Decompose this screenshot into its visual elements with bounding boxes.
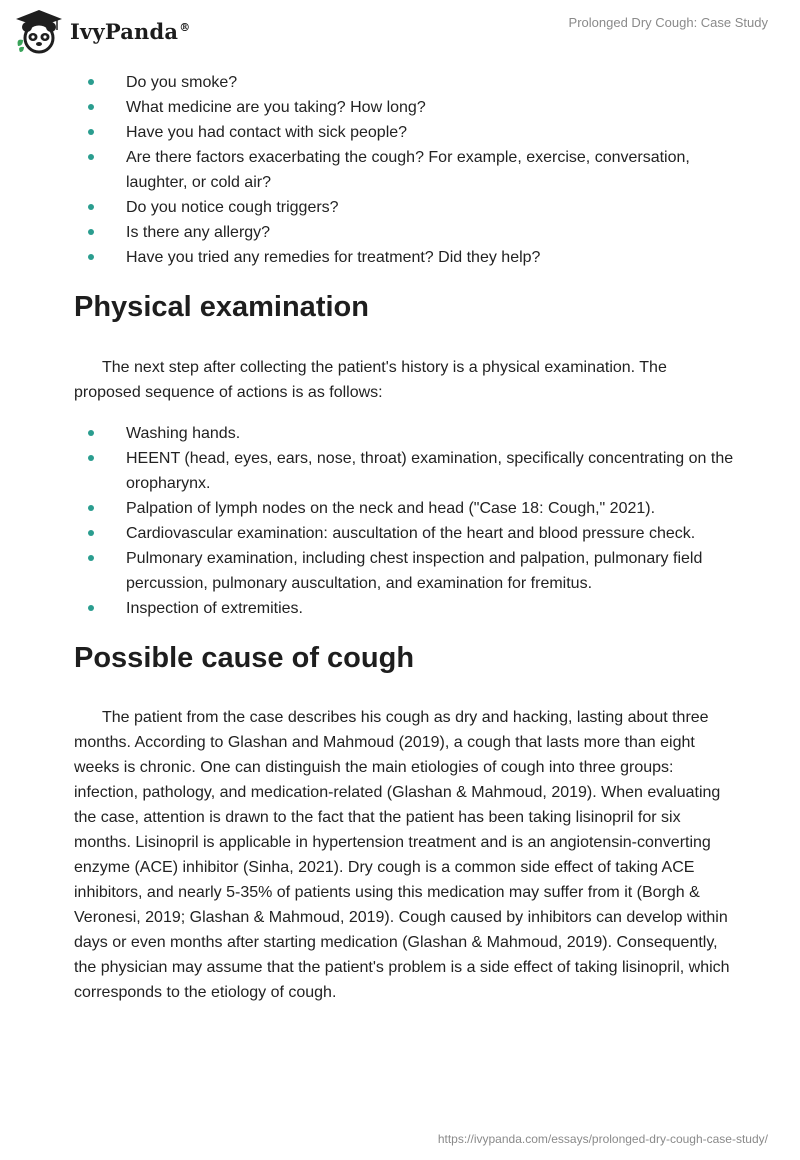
physical-exam-intro: The next step after collecting the patient's history is a physical examination. The proposed sequence of actions is as follows: bbox=[74, 359, 667, 401]
list-item: Pulmonary examination, including chest inspection and palpation, pulmonary field percussion, pulmonary auscultation, and examination for fremitus. bbox=[74, 546, 734, 596]
bullet-icon bbox=[88, 254, 94, 260]
brand-logo[interactable] bbox=[14, 8, 190, 54]
physical-exam-steps-list bbox=[74, 421, 734, 621]
list-item: Are there factors exacerbating the cough? For example, exercise, conversation, laughter, or cold air? bbox=[74, 145, 734, 195]
bullet-icon bbox=[88, 555, 94, 561]
bullet-icon bbox=[88, 605, 94, 611]
list-item: Cardiovascular examination: auscultation of the heart and blood pressure check. bbox=[74, 521, 734, 546]
page-header bbox=[0, 0, 800, 62]
bullet-icon bbox=[88, 79, 94, 85]
list-item: Have you tried any remedies for treatment? Did they help? bbox=[74, 245, 734, 270]
section-heading-possible-cause: Possible cause of cough bbox=[74, 642, 415, 674]
source-url-link[interactable]: https://ivypanda.com/essays/prolonged-dry-cough-case-study/ bbox=[437, 1132, 768, 1146]
list-item: Do you notice cough triggers? bbox=[74, 195, 734, 220]
document-title: Prolonged Dry Cough: Case Study bbox=[568, 15, 768, 30]
section-heading-physical-examination: Physical examination bbox=[74, 291, 369, 323]
brand-name: IvyPanda® bbox=[70, 18, 191, 44]
bullet-icon bbox=[88, 129, 94, 135]
list-item: Palpation of lymph nodes on the neck and head ("Case 18: Cough," 2021). bbox=[74, 496, 734, 521]
bullet-icon bbox=[88, 154, 94, 160]
history-questions-list bbox=[74, 70, 734, 270]
essay-content bbox=[74, 70, 734, 1005]
bullet-icon bbox=[88, 104, 94, 110]
possible-cause-body: The patient from the case describes his cough as dry and hacking, lasting about three months. According to Glashan and Mahmoud (2019), a cough that lasts more than eight weeks is chronic. One can distinguish the main etiologies of cough into three groups: infection, pathology, and medication-related (Glashan & Mahmoud, 2019). When evaluating the case, attention is drawn to the fact that the patient has been taking lisinopril for six months. Lisinopril is applicable in hypertension treatment and is an angiotensin-converting enzyme (ACE) inhibitor (Sinha, 2021). Dry cough is a common side effect of taking ACE inhibitors, and nearly 5-35% of patients using this medication may suffer from it (Borgh & Veronesi, 2019; Glashan & Mahmoud, 2019). Cough caused by inhibitors can develop within days or even months after starting medication (Glashan & Mahmoud, 2019). Consequently, the physician may assume that the patient's problem is a side effect of taking lisinopril, which corresponds to the etiology of cough. bbox=[74, 709, 730, 1001]
bullet-icon bbox=[88, 204, 94, 210]
bullet-icon bbox=[88, 530, 94, 536]
list-item: HEENT (head, eyes, ears, nose, throat) examination, specifically concentrating on the oropharynx. bbox=[74, 446, 734, 496]
list-item: Do you smoke? bbox=[74, 70, 734, 95]
bullet-icon bbox=[88, 455, 94, 461]
list-item: Have you had contact with sick people? bbox=[74, 120, 734, 145]
list-item: What medicine are you taking? How long? bbox=[74, 95, 734, 120]
bullet-icon bbox=[88, 430, 94, 436]
list-item: Washing hands. bbox=[74, 421, 734, 446]
bullet-icon bbox=[88, 229, 94, 235]
panda-logo-icon bbox=[14, 8, 64, 54]
list-item: Inspection of extremities. bbox=[74, 596, 734, 621]
list-item: Is there any allergy? bbox=[74, 220, 734, 245]
bullet-icon bbox=[88, 505, 94, 511]
